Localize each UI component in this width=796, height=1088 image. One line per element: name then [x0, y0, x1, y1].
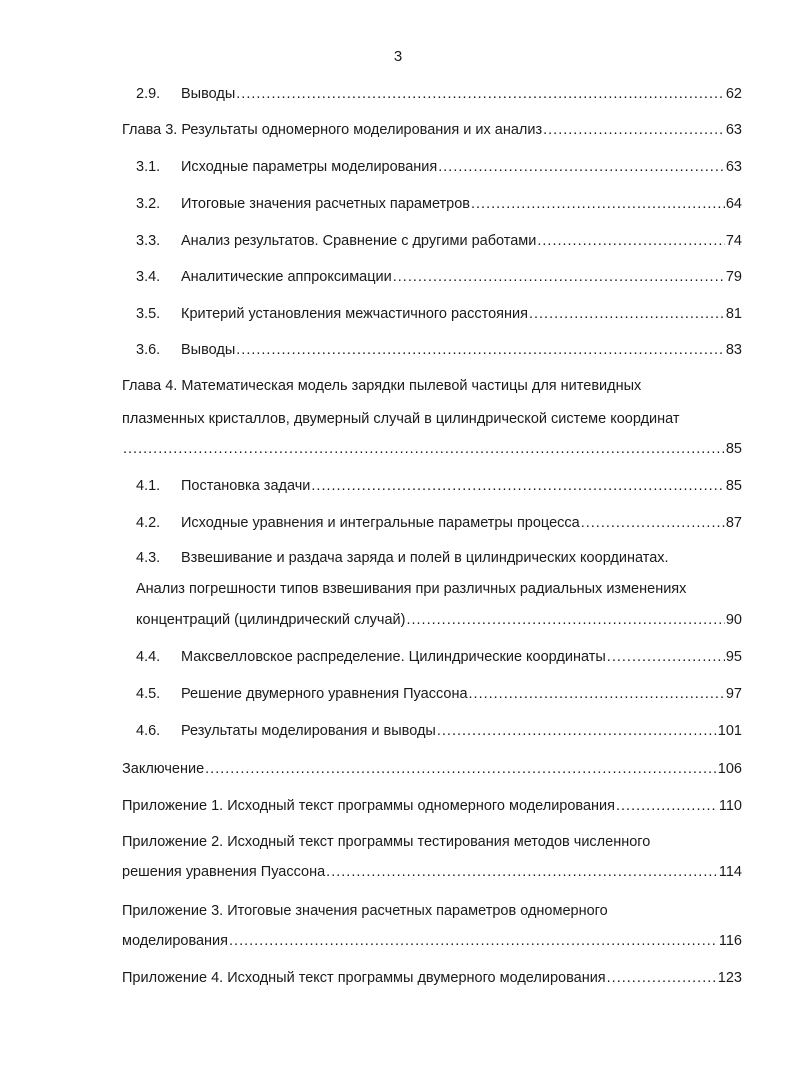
dot-leader	[607, 649, 725, 665]
section-number: 2.9.	[136, 86, 161, 102]
toc-entry-4-3-line-2[interactable]: Анализ погрешности типов взвешивания при различных радиальных изменениях	[136, 581, 687, 597]
toc-entry-4-6[interactable]	[136, 723, 742, 745]
toc-entry-3-2[interactable]	[136, 196, 742, 218]
toc-entry-chapter-3[interactable]	[122, 122, 742, 144]
section-number: 4.5.	[136, 686, 161, 702]
dot-leader	[543, 122, 725, 138]
toc-entry-4-4[interactable]	[136, 649, 742, 671]
dot-leader	[438, 159, 725, 175]
dot-leader	[529, 306, 725, 322]
section-number: 4.1.	[136, 478, 161, 494]
toc-entry-appendix-1[interactable]	[122, 798, 742, 820]
section-title: Максвелловское распределение. Цилиндрические координаты	[181, 649, 606, 665]
section-title: Анализ результатов. Сравнение с другими работами	[181, 233, 537, 249]
section-title: Критерий установления межчастичного расстояния	[181, 306, 528, 322]
toc-entry-3-1[interactable]	[136, 159, 742, 181]
section-number: 3.3.	[136, 233, 161, 249]
appendix-3-title-line-1[interactable]: Приложение 3. Итоговые значения расчетных параметров одномерного	[122, 903, 608, 919]
section-number: 3.4.	[136, 269, 161, 285]
dot-leader	[326, 864, 718, 880]
appendix-title: решения уравнения Пуассона	[122, 864, 326, 880]
dot-leader	[616, 798, 718, 814]
page-ref: 97	[725, 686, 742, 702]
section-title: Решение двумерного уравнения Пуассона	[181, 686, 468, 702]
dot-leader	[469, 686, 725, 702]
toc-entry-4-1[interactable]	[136, 478, 742, 500]
section-number: 3.1.	[136, 159, 161, 175]
toc-entry-4-2[interactable]	[136, 515, 742, 537]
page-number: 3	[393, 48, 403, 65]
section-number: 3.5.	[136, 306, 161, 322]
dot-leader	[393, 269, 725, 285]
chapter-4-title-line-1[interactable]: Глава 4. Математическая модель зарядки пылевой частицы для нитевидных	[122, 378, 642, 394]
section-number: 4.4.	[136, 649, 161, 665]
page-ref: 85	[725, 441, 742, 457]
section-number: 4.2.	[136, 515, 161, 531]
page-ref: 63	[725, 122, 742, 138]
dot-leader	[607, 970, 717, 986]
dot-leader	[311, 478, 724, 494]
toc-entry-appendix-2[interactable]	[122, 864, 742, 886]
section-title: концентраций (цилиндрический случай)	[136, 612, 406, 628]
toc-entry-3-4[interactable]	[136, 269, 742, 291]
page-ref: 114	[718, 864, 742, 880]
dot-leader	[471, 196, 725, 212]
dot-leader	[581, 515, 725, 531]
dot-leader	[236, 342, 725, 358]
dot-leader	[236, 86, 725, 102]
dot-leader	[229, 933, 718, 949]
page-ref: 79	[725, 269, 742, 285]
page-ref: 81	[725, 306, 742, 322]
dot-leader	[205, 761, 717, 777]
toc-entry-appendix-3[interactable]	[122, 933, 742, 955]
page-ref: 101	[717, 723, 742, 739]
page-ref: 90	[725, 612, 742, 628]
section-title: Постановка задачи	[181, 478, 311, 494]
toc-entry-3-6[interactable]	[136, 342, 742, 364]
page-ref: 62	[725, 86, 742, 102]
page-ref: 110	[718, 798, 742, 814]
toc-entry-conclusion[interactable]	[122, 761, 742, 783]
toc-entry-chapter-4-leader[interactable]	[122, 441, 742, 463]
page-ref: 64	[725, 196, 742, 212]
page-ref: 85	[725, 478, 742, 494]
page-ref: 63	[725, 159, 742, 175]
section-title: Выводы	[181, 342, 236, 358]
page-ref: 116	[718, 933, 742, 949]
toc-entry-4-3-line-1[interactable]	[136, 550, 756, 572]
section-title: Взвешивание и раздача заряда и полей в цилиндрических координатах.	[181, 550, 669, 566]
toc-entry-2-9[interactable]	[136, 86, 742, 108]
toc-entry-4-3-line-3[interactable]	[136, 612, 742, 634]
section-title: Результаты моделирования и выводы	[181, 723, 436, 739]
toc-entry-3-5[interactable]	[136, 306, 742, 328]
section-title: Выводы	[181, 86, 236, 102]
section-number: 4.6.	[136, 723, 161, 739]
page-ref: 83	[725, 342, 742, 358]
toc-entry-4-5[interactable]	[136, 686, 742, 708]
page-ref: 87	[725, 515, 742, 531]
dot-leader	[123, 441, 725, 457]
section-title: Аналитические аппроксимации	[181, 269, 392, 285]
page-ref: 95	[725, 649, 742, 665]
appendix-title: моделирования	[122, 933, 229, 949]
dot-leader	[406, 612, 724, 628]
appendix-title: Приложение 1. Исходный текст программы одномерного моделирования	[122, 798, 615, 814]
section-title: Исходные уравнения и интегральные параметры процесса	[181, 515, 580, 531]
section-number: 3.6.	[136, 342, 161, 358]
chapter-4-title-line-2[interactable]: плазменных кристаллов, двумерный случай в цилиндрической системе координат	[122, 411, 680, 427]
page-ref: 74	[725, 233, 742, 249]
appendix-title: Приложение 4. Исходный текст программы двумерного моделирования	[122, 970, 606, 986]
page-ref: 123	[717, 970, 742, 986]
section-number: 4.3.	[136, 550, 161, 566]
dot-leader	[437, 723, 717, 739]
appendix-2-title-line-1[interactable]: Приложение 2. Исходный текст программы тестирования методов численного	[122, 834, 651, 850]
section-title: Исходные параметры моделирования	[181, 159, 438, 175]
chapter-title: Глава 3. Результаты одномерного моделирования и их анализ	[122, 122, 543, 138]
toc-entry-appendix-4[interactable]	[122, 970, 742, 992]
section-title: Итоговые значения расчетных параметров	[181, 196, 470, 212]
page-ref: 106	[717, 761, 742, 777]
dot-leader	[537, 233, 725, 249]
chapter-title: Заключение	[122, 761, 205, 777]
toc-entry-3-3[interactable]	[136, 233, 742, 255]
section-number: 3.2.	[136, 196, 161, 212]
